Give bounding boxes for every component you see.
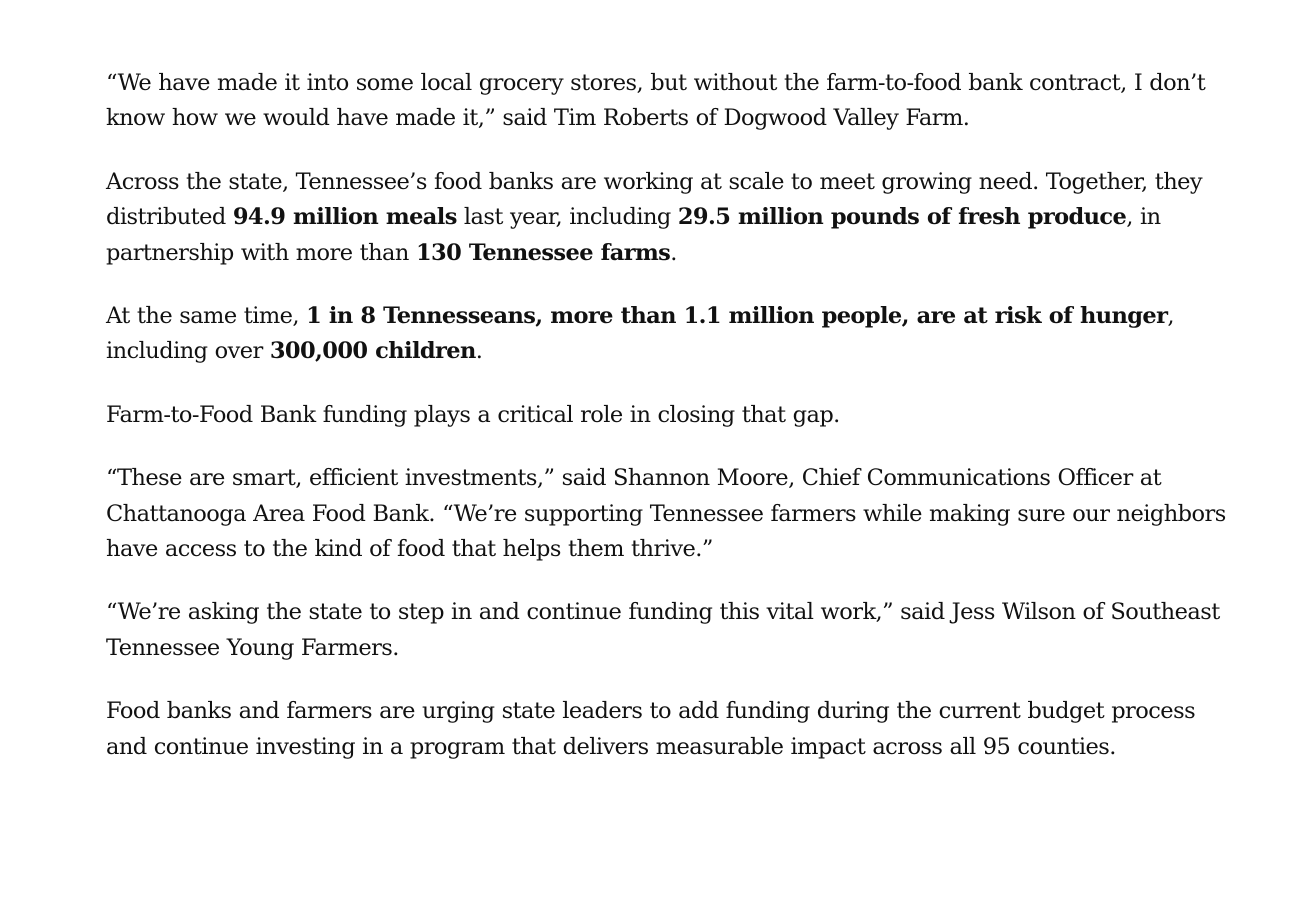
paragraph-hunger-risk	[106, 299, 1226, 370]
text-segment: last year, including	[456, 204, 678, 231]
paragraph-statewide-distribution	[106, 165, 1226, 271]
highlight-produce: 29.5 million pounds of fresh produce	[677, 204, 1127, 231]
paragraph-shannon-moore-quote	[106, 461, 1226, 567]
paragraph-jess-wilson-quote	[106, 595, 1226, 666]
highlight-meals: 94.9 million meals	[232, 204, 457, 231]
text-segment: .	[475, 338, 483, 365]
paragraph-call-to-action	[106, 694, 1226, 765]
text-segment: , including over	[106, 303, 1174, 365]
highlight-children: 300,000 children	[269, 338, 476, 365]
text-segment: , in partnership with more than	[106, 204, 1161, 266]
text-segment: Food banks and farmers are urging state leaders to add funding during the current budget process and continue investing in a program that delivers measurable impact across all 95 counties.	[106, 698, 1196, 760]
text-segment: Farm-to-Food Bank funding plays a critical role in closing that gap.	[106, 401, 840, 428]
text-segment: “We have made it into some local grocery stores, but without the farm-to-food bank contract, I don’t know how we would have made it,” said Tim Roberts of Dogwood Valley Farm.	[106, 70, 1206, 132]
highlight-farms: 130 Tennessee farms	[415, 239, 671, 266]
paragraph-funding-role	[106, 398, 1226, 433]
document-body	[106, 66, 1226, 793]
highlight-hunger-risk: 1 in 8 Tennesseans, more than 1.1 million people, are at risk of hunger	[306, 303, 1168, 330]
text-segment: “These are smart, efficient investments,” said Shannon Moore, Chief Communications Officer at Chattanooga Area Food Bank. “We’re supporting Tennessee farmers while making sure our neighbors have access to the kind of food that helps them thrive.”	[106, 465, 1226, 563]
text-segment: Across the state, Tennessee’s food banks are working at scale to meet growing need. Together, they distributed	[106, 168, 1203, 231]
paragraph-tim-roberts-quote	[106, 66, 1226, 137]
text-segment: .	[670, 239, 677, 266]
text-segment: At the same time,	[106, 303, 307, 330]
text-segment: “We’re asking the state to step in and continue funding this vital work,” said Jess Wilson of Southeast Tennessee Young Farmers.	[106, 599, 1220, 661]
